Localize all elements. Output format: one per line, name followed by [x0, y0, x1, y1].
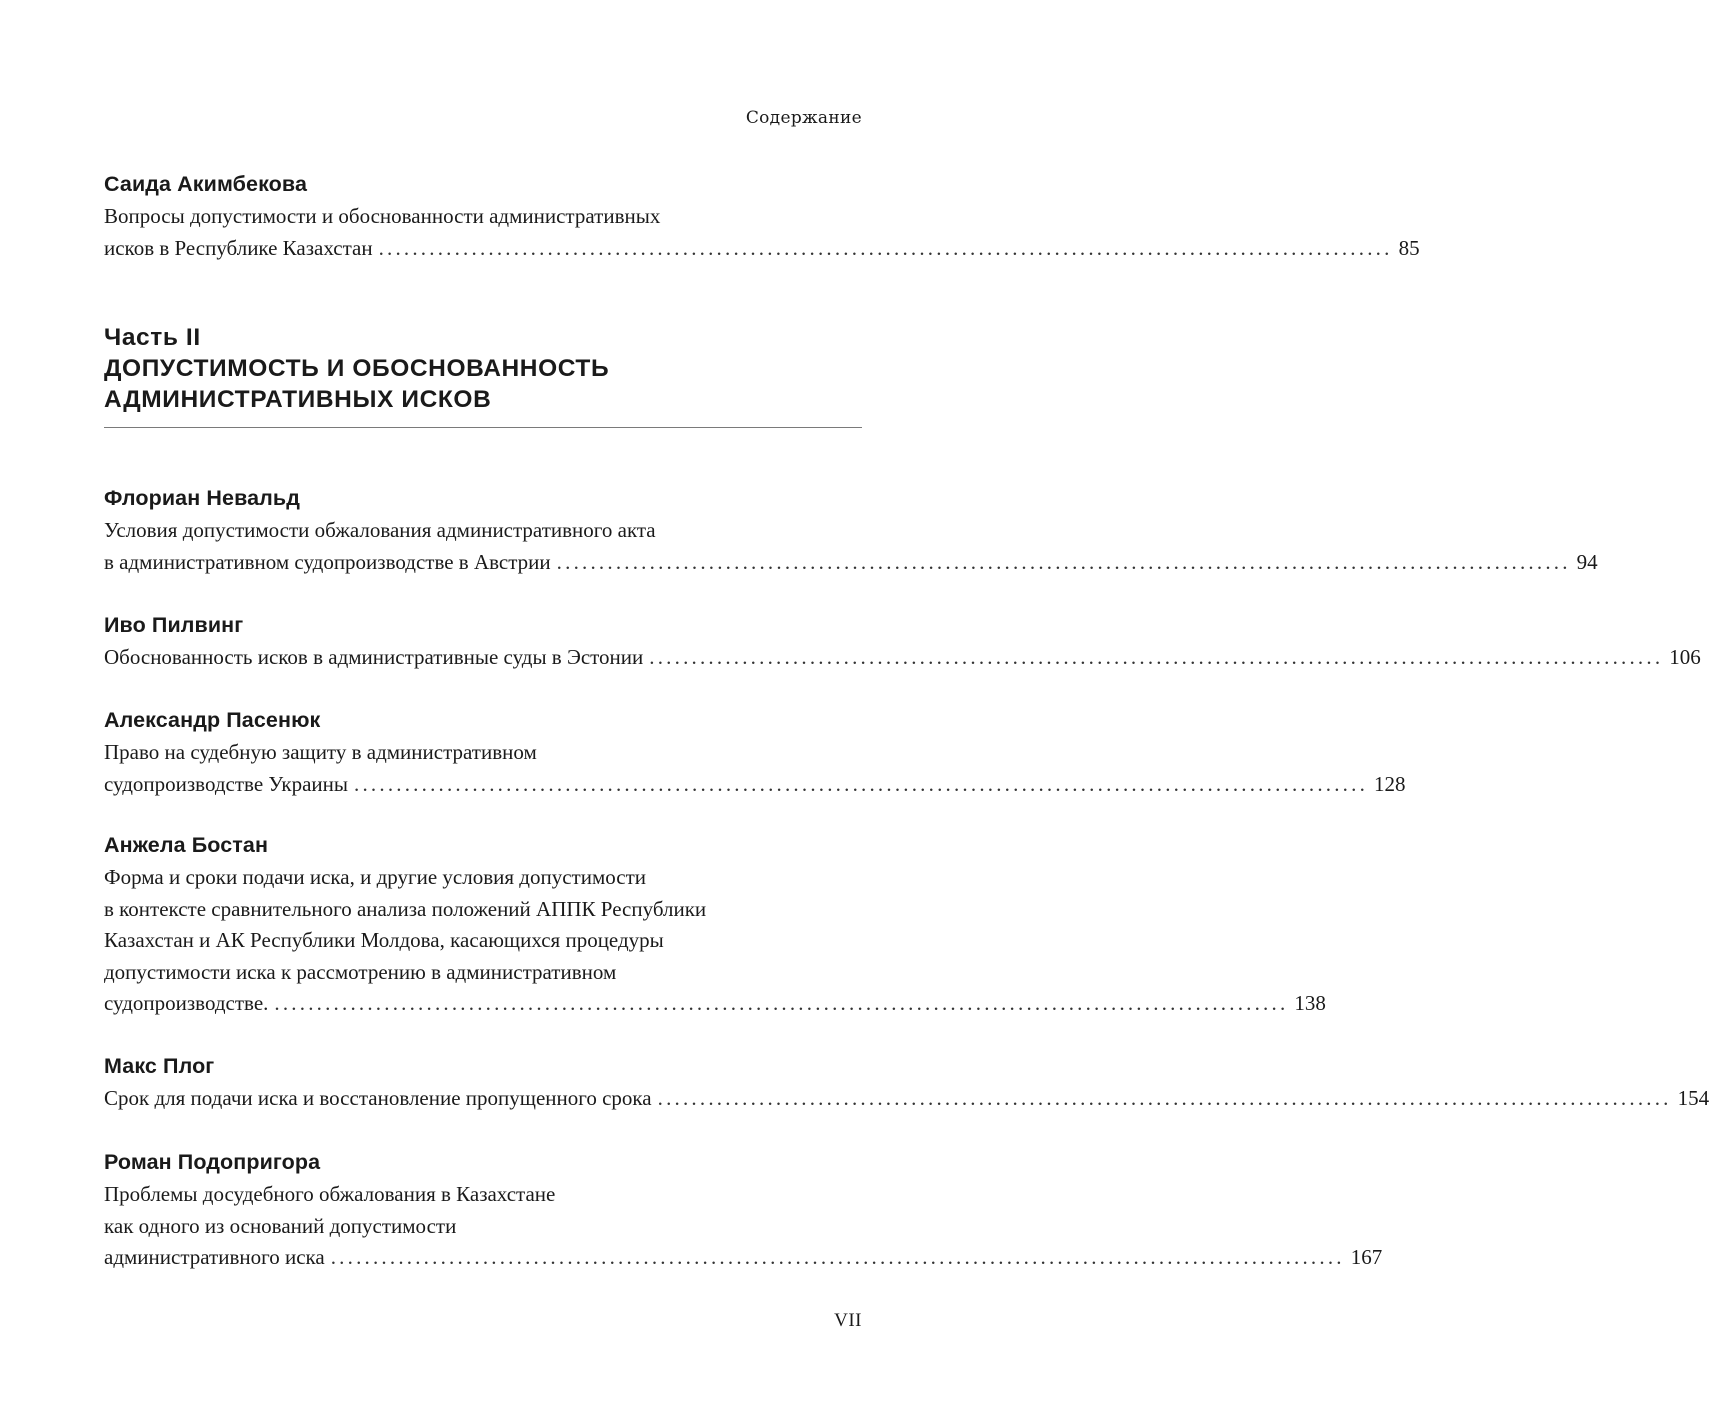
entry-title-line: допустимости иска к рассмотрению в административном: [104, 959, 617, 984]
entry-author: Александр Пасенюк: [104, 708, 321, 732]
toc-entry: [104, 704, 1406, 800]
entry-author: Роман Подопригора: [104, 1150, 321, 1174]
entry-author: Иво Пилвинг: [104, 613, 244, 637]
entry-title-line: Форма и сроки подачи иска, и другие условия допустимости: [104, 865, 646, 889]
entry-page-number: 167: [1350, 1245, 1383, 1269]
entry-title-text: административного иска: [104, 1245, 325, 1269]
part-divider: [104, 427, 862, 428]
entry-page-number: 106: [1669, 645, 1701, 669]
part-title-line: ДОПУСТИМОСТЬ И ОБОСНОВАННОСТЬ: [104, 355, 610, 382]
entry-title-text: в административном судопроизводстве в Австрии: [104, 549, 551, 574]
leader-dots: ........................................................................................................................: [378, 235, 1393, 260]
entry-page-number: 138: [1294, 991, 1326, 1015]
entry-title-line: Вопросы допустимости и обоснованности административных: [104, 204, 661, 228]
toc-entry: [104, 1050, 1709, 1115]
toc-entry: [104, 482, 1598, 578]
running-head: Содержание: [745, 108, 862, 128]
leader-dots: ........................................................................................................................: [330, 1245, 1345, 1269]
page-folio: VII: [834, 1310, 862, 1331]
entry-title-last-line: [104, 1083, 1709, 1115]
leader-dots: ........................................................................................................................: [274, 991, 1289, 1015]
entry-title-line: в контексте сравнительного анализа положений АППК Республики: [104, 896, 707, 921]
toc-entry: [104, 829, 1326, 1020]
entry-title-text: Обоснованность исков в административные суды в Эстонии: [104, 645, 644, 669]
part-title-line: АДМИНИСТРАТИВНЫХ ИСКОВ: [104, 386, 492, 413]
entry-author: Флориан Невальд: [104, 486, 300, 510]
entry-title-line: Право на судебную защиту в административном: [104, 740, 537, 764]
entry-page-number: 128: [1374, 771, 1406, 796]
entry-title-text: судопроизводстве Украины: [104, 771, 349, 796]
entry-title-last-line: [104, 769, 1406, 801]
part-heading: [104, 322, 862, 428]
entry-author: Саида Акимбекова: [104, 172, 308, 196]
entry-page-number: 85: [1398, 235, 1420, 260]
entry-author: Макс Плог: [104, 1054, 215, 1078]
entry-title-line: Казахстан и АК Республики Молдова, касающихся процедуры: [104, 928, 664, 952]
entry-page-number: 94: [1576, 549, 1598, 574]
part-number: Часть II: [104, 324, 201, 351]
toc-entry: [104, 168, 1420, 264]
leader-dots: ........................................................................................................................: [657, 1086, 1672, 1110]
leader-dots: ........................................................................................................................: [649, 645, 1664, 669]
entry-page-number: 154: [1677, 1086, 1709, 1110]
entry-title-text: судопроизводстве.: [104, 991, 269, 1015]
entry-title-last-line: [104, 547, 1598, 579]
leader-dots: ........................................................................................................................: [354, 771, 1369, 796]
entry-title-last-line: [104, 233, 1420, 265]
entry-title-text: Срок для подачи иска и восстановление пропущенного срока: [104, 1086, 652, 1110]
toc-entry: [104, 1146, 1383, 1274]
entry-title-line: Условия допустимости обжалования административного акта: [104, 518, 656, 542]
entry-author: Анжела Бостан: [104, 833, 269, 857]
entry-title-line: Проблемы досудебного обжалования в Казахстане: [104, 1182, 556, 1206]
entry-title-last-line: [104, 988, 1326, 1020]
entry-title-line: как одного из оснований допустимости: [104, 1213, 457, 1238]
entry-title-text: исков в Республике Казахстан: [104, 235, 373, 260]
leader-dots: ........................................................................................................................: [556, 549, 1571, 574]
entry-title-last-line: [104, 1242, 1383, 1274]
entry-title-last-line: [104, 642, 1701, 674]
toc-entry: [104, 609, 1701, 674]
